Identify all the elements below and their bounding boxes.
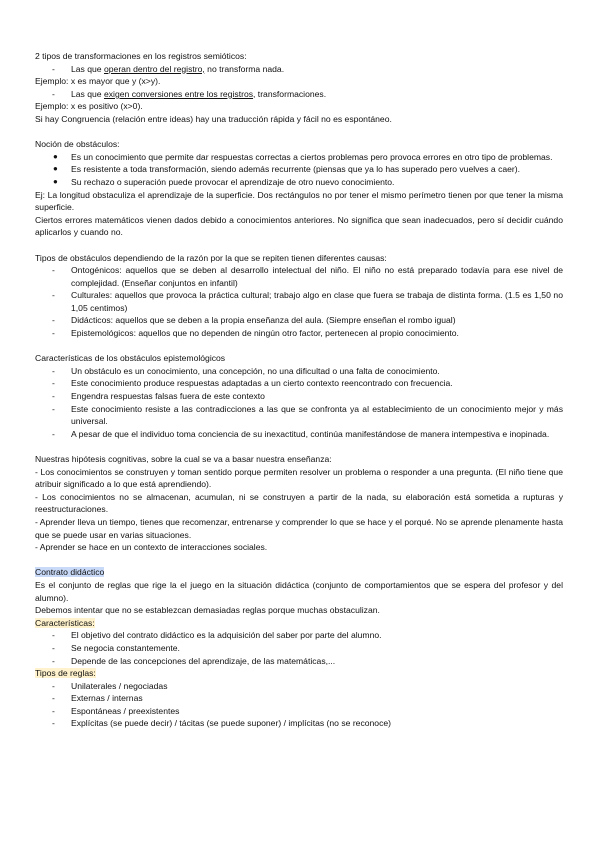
example-text: Ejemplo: x es mayor que y (x>y). <box>35 76 161 87</box>
dash-bullet-icon: - <box>52 630 55 641</box>
list-item: - Este conocimiento produce respuestas adaptadas a un cierto contexto reencontrado con frecuencia. <box>52 378 453 389</box>
section-obstaculos-title: Noción de obstáculos: <box>35 139 120 150</box>
list-item: - Este conocimiento resiste a las contradicciones a las que se confronta ya al establecimiento de un conocimiento mejor y más universal. <box>52 403 563 427</box>
dash-bullet-icon: - <box>52 693 55 704</box>
list-item: ● Es resistente a toda transformación, siendo además recurrente (piensas que ya lo has superado pero vuelves a caer). <box>53 164 521 175</box>
section-registros-title: 2 tipos de transformaciones en los registros semióticos: <box>35 51 247 61</box>
list-item: - Ontogénicos: aquellos que se deben al desarrollo intelectual del niño. El niño no está preparado todavía para ese nivel de complejidad. (Enseñar conjuntos en infantil) <box>52 265 563 288</box>
list-item: - A pesar de que el individuo toma conciencia de su inexactitud, continúa manifestándose de manera intempestiva e inopinada. <box>52 428 550 439</box>
dash-bullet-icon: - <box>52 391 55 402</box>
dash-bullet-icon: - <box>52 265 55 276</box>
paragraph: - Aprender se hace en un contexto de interacciones sociales. <box>35 542 268 553</box>
dash-bullet-icon: - <box>52 315 55 326</box>
section-epistemologicos-title: Características de los obstáculos epistemológicos <box>35 353 226 364</box>
paragraph: Si hay Congruencia (relación entre ideas) hay una traducción rápida y fácil no es espontáneo. <box>35 113 392 124</box>
dash-bullet-icon: - <box>52 642 55 653</box>
dash-bullet-icon: - <box>52 655 55 666</box>
list-item: - Espontáneas / preexistentes <box>52 705 180 716</box>
dash-bullet-icon: - <box>52 680 55 691</box>
dot-bullet-icon: ● <box>53 164 58 174</box>
paragraph: - Los conocimientos se construyen y toman sentido porque permiten resolver un problema o responder a una pregunta. (El niño tiene que atribuir significado a lo que está aprendiendo). <box>35 466 563 490</box>
list-item: - Depende de las concepciones del aprendizaje, de las matemáticas,... <box>52 655 336 666</box>
dash-bullet-icon: - <box>52 290 55 301</box>
dash-bullet-icon: - <box>52 365 55 376</box>
paragraph: Es el conjunto de reglas que rige la el juego en la situación didáctica (conjunto de comportamientos que se espera del profesor y del alumno). <box>35 579 563 603</box>
dash-bullet-icon: - <box>52 88 55 99</box>
dash-bullet-icon: - <box>52 718 55 729</box>
dash-bullet-icon: - <box>52 63 55 74</box>
paragraph: Debemos intentar que no se establezcan demasiadas reglas porque muchas obstaculizan. <box>35 605 380 616</box>
list-item: ● Es un conocimiento que permite dar respuestas correctas a ciertos problemas pero provoca errores en otro tipo de problemas. <box>53 151 553 162</box>
caracteristicas-heading: Características: <box>35 617 95 628</box>
document-body <box>35 50 563 730</box>
list-item: - El objetivo del contrato didáctico es la adquisición del saber por parte del alumno. <box>52 630 382 641</box>
list-item: - Externas / internas <box>52 693 143 704</box>
list-item: - Explícitas (se puede decir) / tácitas (se puede suponer) / implícitas (no se reconoce) <box>52 718 392 729</box>
section-tipos-obstaculos-title: Tipos de obstáculos dependiendo de la razón por la que se repiten tienen diferentes causas: <box>35 252 387 263</box>
list-item: - Las que operan dentro del registro, no transforma nada. <box>52 63 285 74</box>
section-hipotesis-title: Nuestras hipótesis cognitivas, sobre la cual se va a basar nuestra enseñanza: <box>35 454 332 464</box>
dash-bullet-icon: - <box>52 428 55 439</box>
list-item: - Epistemológicos: aquellos que no dependen de ningún otro factor, pertenecen al propio conocimiento. <box>52 328 459 339</box>
list-item: - Las que exigen conversiones entre los registros, transformaciones. <box>52 88 327 99</box>
paragraph: - Aprender lleva un tiempo, tienes que recomenzar, entrenarse y comprender lo que se hace y el porqué. No se aprende plenamente hasta que se puede usar en varias situaciones. <box>35 516 563 540</box>
dot-bullet-icon: ● <box>53 151 58 161</box>
list-item: - Unilaterales / negociadas <box>52 680 168 691</box>
list-item: - Engendra respuestas falsas fuera de este contexto <box>52 391 265 402</box>
tipos-reglas-heading: Tipos de reglas: <box>35 668 96 679</box>
dash-bullet-icon: - <box>52 403 55 414</box>
list-item: - Didácticos: aquellos que se deben a la propia enseñanza del aula. (Siempre enseñan el rombo igual) <box>52 315 456 326</box>
list-item: - Se negocia constantemente. <box>52 642 180 653</box>
paragraph: Ciertos errores matemáticos vienen dados debido a conocimientos anteriores. No significa que sean inadecuados, pero sí decidir cuándo aplicarlos y cuando no. <box>35 214 563 238</box>
paragraph: - Los conocimientos no se almacenan, acumulan, ni se construyen a partir de la nada, su elaboración está sometida a rupturas y reestructuraciones. <box>35 491 563 515</box>
dash-bullet-icon: - <box>52 378 55 389</box>
list-item: ● Su rechazo o superación puede provocar el aprendizaje de otro nuevo conocimiento. <box>53 176 395 187</box>
dash-bullet-icon: - <box>52 328 55 339</box>
list-item: - Un obstáculo es un conocimiento, una concepción, no una dificultad o una falta de conocimiento. <box>52 365 440 376</box>
list-item: - Culturales: aquellos que provoca la práctica cultural; trabajo algo en clase que fuera se trabaja de distinta forma. (1.5 es 1,50 no 1,05 centimos) <box>52 290 563 313</box>
dot-bullet-icon: ● <box>53 176 58 186</box>
dash-bullet-icon: - <box>52 705 55 716</box>
section-contrato-title: Contrato didáctico <box>35 567 105 578</box>
example-text: Ejemplo: x es positivo (x>0). <box>35 101 143 112</box>
paragraph: Ej: La longitud obstaculiza el aprendizaje de la superficie. Dos rectángulos no por tener el mismo perímetro tienen por que tener la misma superficie. <box>35 189 563 213</box>
